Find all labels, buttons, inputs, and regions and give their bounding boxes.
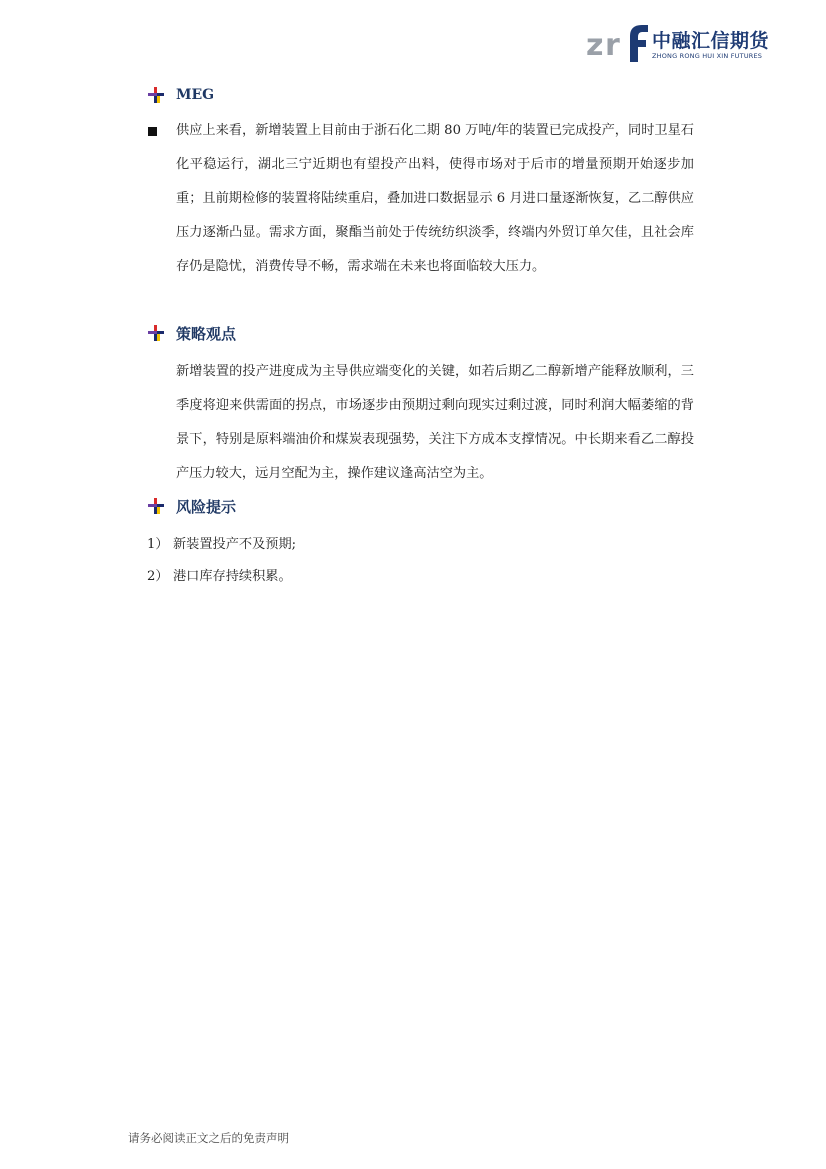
cross-bullet-icon <box>147 324 165 342</box>
section-heading-meg <box>147 84 214 106</box>
section-heading-risk <box>147 495 236 517</box>
footer-disclaimer: 请务必阅读正文之后的免责声明 <box>128 1131 289 1145</box>
logo-chinese-name: 中融汇信期货 <box>652 30 770 52</box>
strategy-paragraph: 新增装置的投产进度成为主导供应端变化的关键，如若后期乙二醇新增产能释放顺利，三季度将迎来供需面的拐点，市场逐步由预期过剩向现实过剩过渡，同时利润大幅萎缩的背景下，特别是原料端油价和煤炭表现强势，关注下方成本支撑情况。中长期来看乙二醇投产压力较大，远月空配为主，操作建议逢高沽空为主。 <box>176 364 694 481</box>
meg-paragraph: 供应上来看，新增装置上目前由于浙石化二期 80 万吨/年的装置已完成投产，同时卫星石化平稳运行，湖北三宁近期也有望投产出料，使得市场对于后市的增量预期开始逐步加重；且前期检修的装置将陆续重启，叠加进口数据显示 6 月进口量逐渐恢复，乙二醇供应压力逐渐凸显。需求方面，聚酯当前处于传统纺织淡季，终端内外贸订单欠佳，且社会库存仍是隐忧，消费传导不畅，需求端在未来也将面临较大压力。 <box>176 123 694 274</box>
cross-bullet-icon <box>147 86 165 104</box>
risk-list-item <box>147 567 292 587</box>
section-title: 策略观点 <box>176 324 237 343</box>
cross-bullet-icon <box>147 497 165 515</box>
svg-text:z: z <box>586 28 604 63</box>
zrf-logo-mark <box>586 22 650 64</box>
list-number: 1） <box>147 537 169 552</box>
list-text: 港口库存持续积累。 <box>173 569 292 584</box>
list-text: 新装置投产不及预期; <box>173 537 297 552</box>
section-title: 风险提示 <box>176 497 237 516</box>
square-bullet-icon <box>148 127 157 136</box>
list-number: 2） <box>147 569 169 584</box>
company-logo <box>586 22 776 64</box>
svg-text:r: r <box>605 28 620 63</box>
section-title: MEG <box>176 87 215 103</box>
section-heading-strategy <box>147 322 236 344</box>
logo-english-name: ZHONG RONG HUI XIN FUTURES <box>652 52 763 60</box>
risk-list-item <box>147 535 296 555</box>
